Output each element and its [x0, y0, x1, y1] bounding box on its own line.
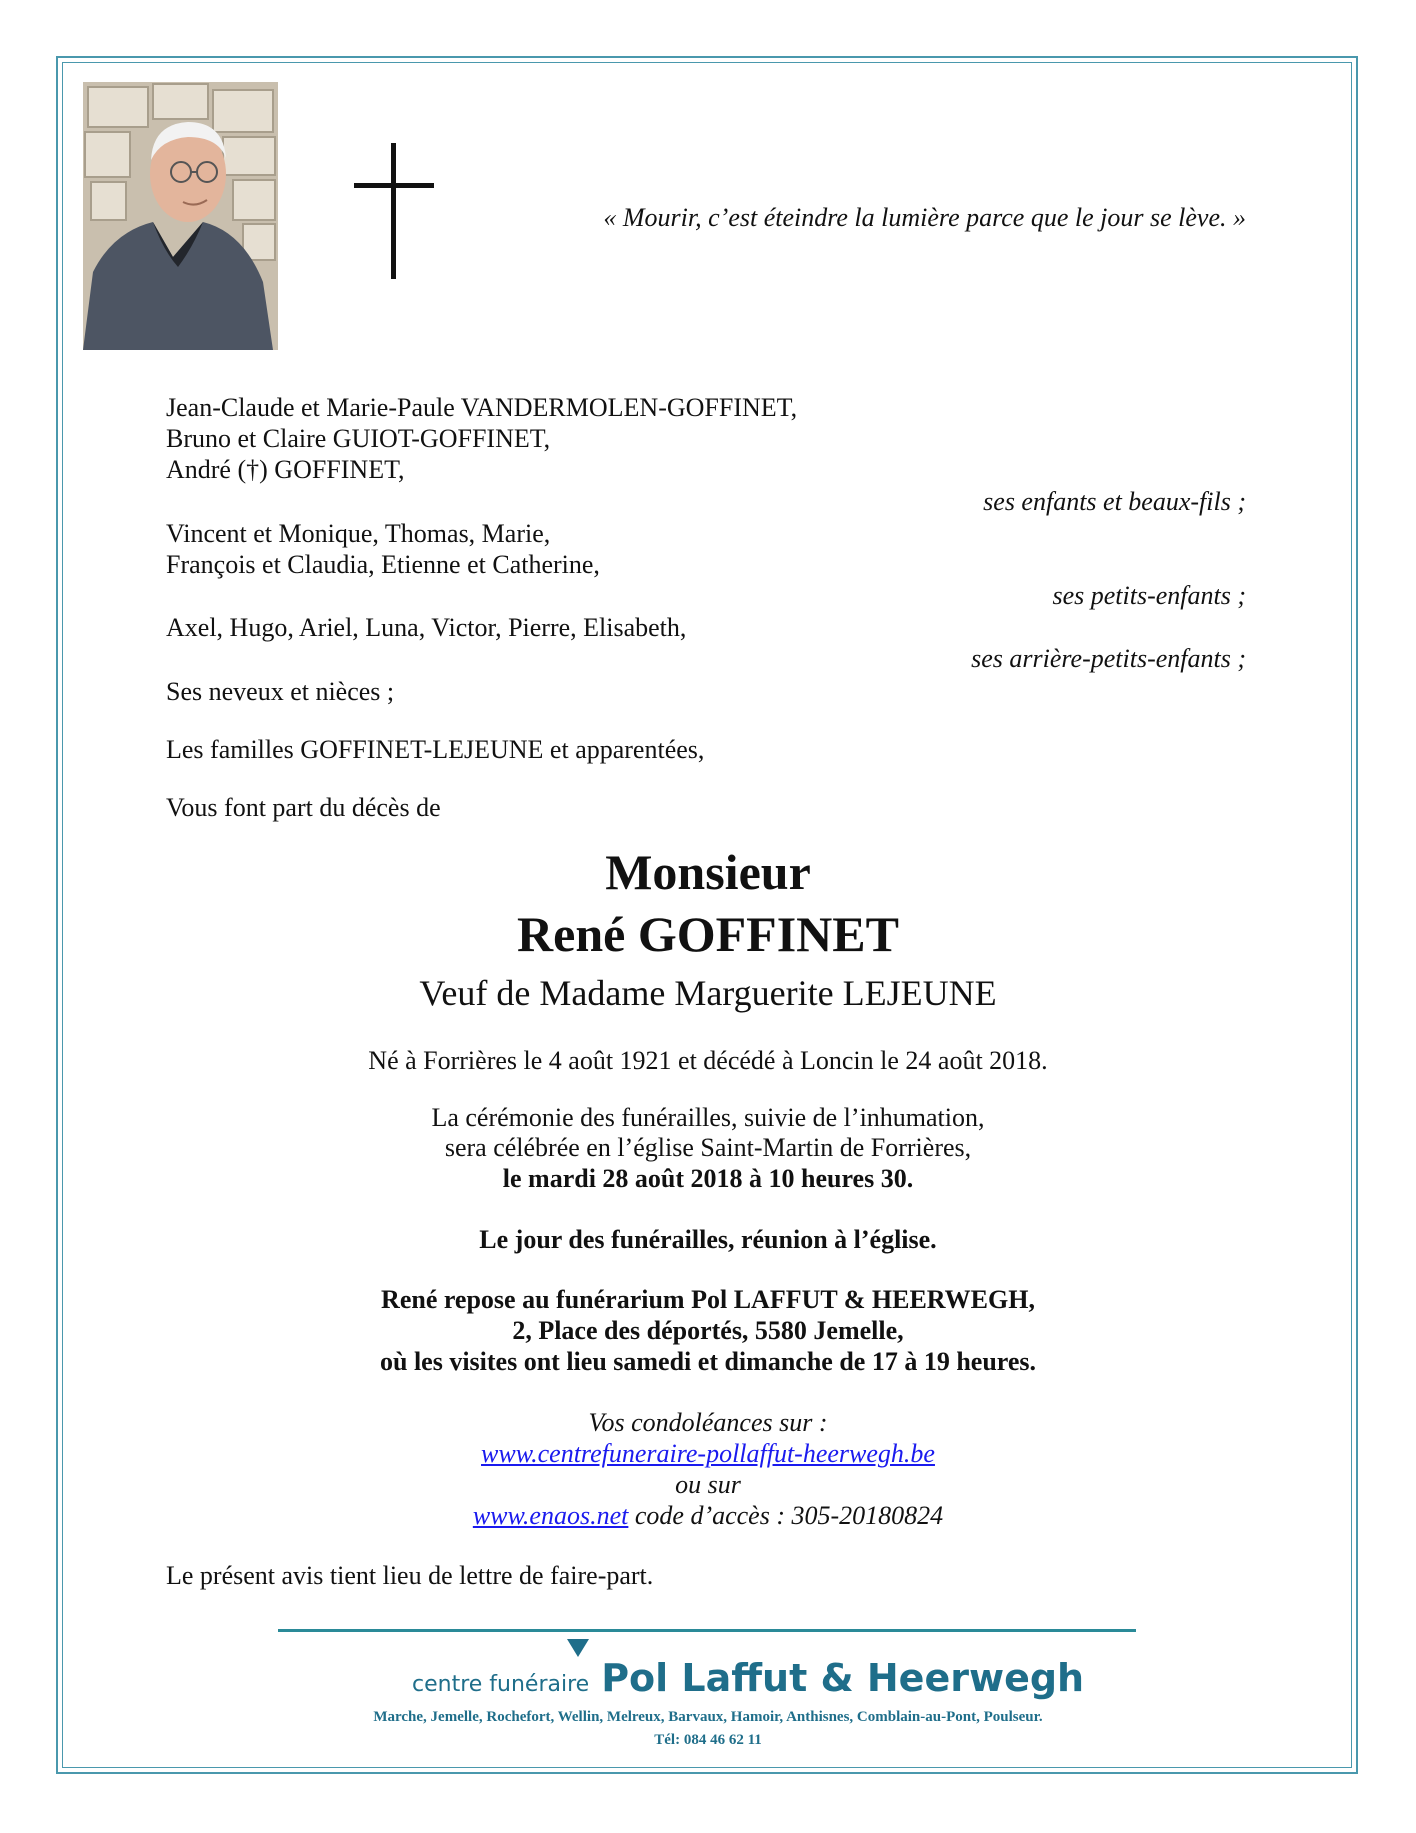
family-line: Axel, Hugo, Ariel, Luna, Victor, Pierre, Elisabeth, — [166, 613, 687, 642]
family-line: François et Claudia, Etienne et Catherine, — [166, 550, 600, 579]
ceremony-date: le mardi 28 août 2018 à 10 heures 30. — [502, 1164, 914, 1193]
family-line: Ses neveux et nièces ; — [166, 677, 395, 706]
epitaph-quote: « Mourir, c’est éteindre la lumière parce que le jour se lève. » — [603, 203, 1246, 232]
triangle-marker-icon — [567, 1639, 589, 1657]
relation-label: ses arrière-petits-enfants ; — [971, 644, 1246, 673]
family-line: Jean-Claude et Marie-Paule VANDERMOLEN-GOFFINET, — [166, 393, 798, 422]
deceased-title: Monsieur — [605, 844, 811, 900]
notice-line: Le présent avis tient lieu de lettre de faire-part. — [166, 1561, 654, 1590]
ceremony-line: sera célébrée en l’église Saint-Martin de Forrières, — [444, 1133, 972, 1162]
footer-rule — [278, 1629, 1136, 1632]
access-code: code d’accès : 305-20180824 — [628, 1501, 944, 1530]
deceased-name: René GOFFINET — [517, 906, 899, 962]
deceased-dates: Né à Forrières le 4 août 1921 et décédé à Loncin le 24 août 2018. — [368, 1046, 1048, 1075]
condolences-link-enaos[interactable]: www.enaos.net — [472, 1501, 629, 1530]
brand-name: Pol Laffut & Heerwegh — [601, 1656, 1085, 1700]
family-line: Vincent et Monique, Thomas, Marie, — [166, 519, 551, 548]
condolences-or: ou sur — [675, 1470, 741, 1499]
family-line: André (†) GOFFINET, — [166, 455, 405, 484]
condolences-intro: Vos condoléances sur : — [588, 1408, 828, 1437]
visiting-hours: où les visites ont lieu samedi et dimanche de 17 à 19 heures. — [379, 1347, 1037, 1376]
ceremony-line: La cérémonie des funérailles, suivie de l’inhumation, — [431, 1103, 985, 1132]
funerarium-address: 2, Place des déportés, 5580 Jemelle, — [512, 1316, 904, 1345]
funerarium-line: René repose au funérarium Pol LAFFUT & HEERWEGH, — [381, 1285, 1035, 1314]
relation-label: ses petits-enfants ; — [1052, 581, 1246, 610]
relation-label: ses enfants et beaux-fils ; — [983, 487, 1246, 516]
portrait-photo — [83, 82, 278, 350]
family-line: Bruno et Claire GUIOT-GOFFINET, — [166, 424, 551, 453]
brand-prefix: centre funéraire — [412, 1672, 590, 1697]
footer-locations: Marche, Jemelle, Rochefort, Wellin, Melreux, Barvaux, Hamoir, Anthisnes, Comblain-au-Pont, Poulseur. — [373, 1709, 1043, 1725]
meeting-info: Le jour des funérailles, réunion à l’église. — [479, 1225, 937, 1254]
condolences-link-funeral-home[interactable]: www.centrefuneraire-pollaffut-heerwegh.be — [481, 1439, 935, 1468]
footer-phone: Tél: 084 46 62 11 — [654, 1732, 762, 1748]
family-line: Les familles GOFFINET-LEJEUNE et apparentées, — [166, 735, 705, 764]
cross-icon — [354, 143, 434, 279]
deceased-spouse: Veuf de Madame Marguerite LEJEUNE — [419, 973, 997, 1013]
announcement-line: Vous font part du décès de — [166, 793, 441, 822]
